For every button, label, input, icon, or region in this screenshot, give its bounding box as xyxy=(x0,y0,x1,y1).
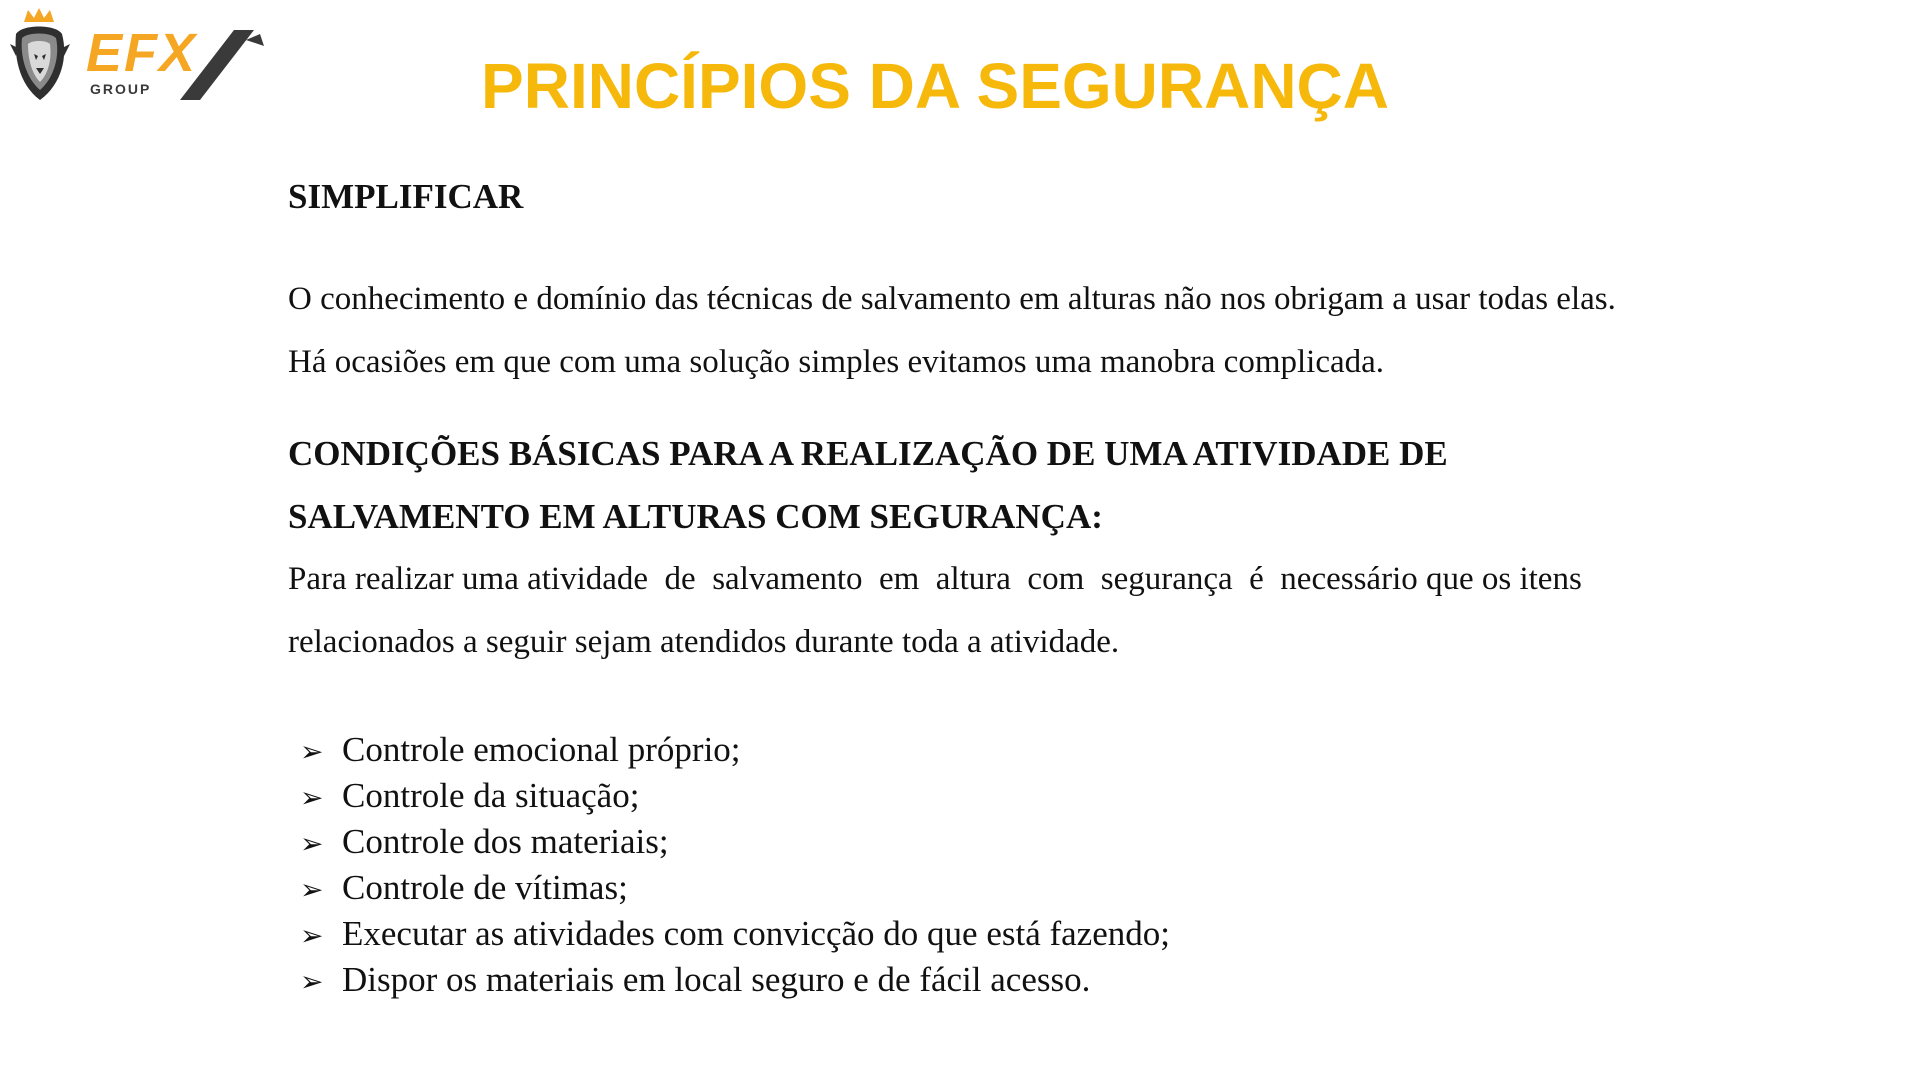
arrow-bullet-icon: ➢ xyxy=(300,919,324,952)
list-item-text: Controle de vítimas; xyxy=(342,868,628,907)
arrow-bullet-icon: ➢ xyxy=(300,827,324,860)
paragraph-line: Para realizar uma atividade de salvamento em altura com segurança é necessário que os itens xyxy=(288,561,1582,597)
arrow-bullet-icon: ➢ xyxy=(300,873,324,906)
section-heading-simplificar: SIMPLIFICAR xyxy=(288,177,524,216)
arrow-bullet-icon: ➢ xyxy=(300,735,324,768)
paragraph-line: O conhecimento e domínio das técnicas de salvamento em alturas não nos obrigam a usar todas elas. xyxy=(288,281,1616,317)
section-heading-condicoes xyxy=(288,422,1588,548)
logo-sub-text: GROUP xyxy=(90,81,152,97)
conditions-list xyxy=(300,728,1170,1004)
list-item xyxy=(300,774,1170,820)
crown-icon xyxy=(24,8,54,22)
list-item xyxy=(300,866,1170,912)
list-item xyxy=(300,728,1170,774)
list-item-text: Controle dos materiais; xyxy=(342,822,669,861)
heading-line: CONDIÇÕES BÁSICAS PARA A REALIZAÇÃO DE UMA ATIVIDADE DE xyxy=(288,434,1448,473)
arrow-bullet-icon: ➢ xyxy=(300,781,324,814)
heading-line: SALVAMENTO EM ALTURAS COM SEGURANÇA: xyxy=(288,497,1103,536)
list-item-text: Controle emocional próprio; xyxy=(342,730,741,769)
paragraph-line: Há ocasiões em que com uma solução simples evitamos uma manobra complicada. xyxy=(288,344,1385,380)
list-item-text: Dispor os materiais em local seguro e de fácil acesso. xyxy=(342,960,1091,999)
page-title: PRINCÍPIOS DA SEGURANÇA xyxy=(481,50,1389,122)
list-item-text: Executar as atividades com convicção do que está fazendo; xyxy=(342,914,1170,953)
paragraph-line: relacionados a seguir sejam atendidos durante toda a atividade. xyxy=(288,624,1120,660)
condicoes-paragraph xyxy=(288,548,1582,674)
simplificar-paragraph xyxy=(288,268,1616,394)
list-item xyxy=(300,912,1170,958)
list-item-text: Controle da situação; xyxy=(342,776,640,815)
arrow-bullet-icon: ➢ xyxy=(300,965,324,998)
list-item xyxy=(300,820,1170,866)
list-item xyxy=(300,958,1170,1004)
logo-brand-text: EFX xyxy=(86,23,198,83)
